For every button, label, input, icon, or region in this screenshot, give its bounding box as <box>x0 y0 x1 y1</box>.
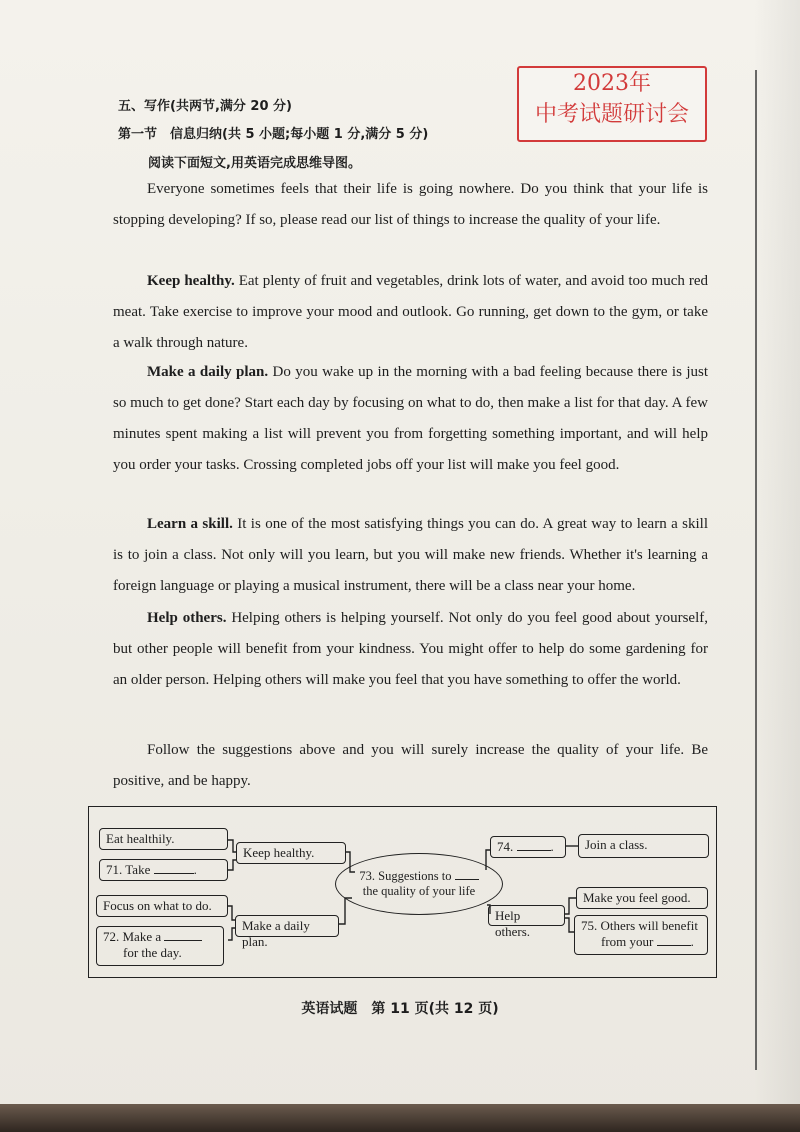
box-q74: 74. . <box>490 836 566 858</box>
label-q72: 72. Make a <box>103 929 162 944</box>
label-center-line2: the quality of your life <box>362 884 476 898</box>
connector-take-keep <box>228 860 236 870</box>
label-q75: 75. Others will benefit <box>581 918 698 933</box>
connector-help-feel <box>565 898 576 914</box>
text-daily-plan: Do you wake up in the morning with a bad feeling because there is just so much to get done? Start each day by focusing on what to do, then make a list for that day. A few minutes spent making a list will prevent you from forgetting something important, and will help you order your tasks. Crossing completed jobs off your list will make you feel good. <box>113 364 708 473</box>
box-q72 <box>96 926 224 966</box>
box-keep-healthy <box>236 842 346 864</box>
label-center-num: 73. <box>359 869 376 883</box>
box-eat-healthily <box>99 828 228 850</box>
blank-72[interactable] <box>164 940 202 941</box>
label-q75-line2: from your <box>601 934 654 949</box>
connector-make-plan <box>228 928 235 940</box>
text-help-others: Helping others is helping yourself. Not only do you feel good about yourself, but other people will benefit from your kindness. You might offer to help do some gardening for an older person. Helping others will make you feel that you have something to offer the world. <box>113 610 708 688</box>
heading-help-others: Help others. <box>147 610 227 626</box>
connector-focus-plan <box>228 906 235 920</box>
label-feel-good: Make you feel good. <box>583 890 691 905</box>
section-title: 五、写作(共两节,满分 20 分) <box>118 99 292 114</box>
box-daily-plan <box>235 915 339 949</box>
stamp-org: 中考试题研讨会 <box>534 102 689 127</box>
instruction: 阅读下面短文,用英语完成思维导图。 <box>148 156 361 171</box>
connector-help-benefit <box>565 918 574 932</box>
label-q71: 71. Take <box>106 862 151 877</box>
center-ellipse <box>335 853 503 915</box>
box-join-class <box>578 834 709 858</box>
box-feel-good <box>576 887 708 909</box>
box-q75: 75. Others will benefit from your . <box>574 915 708 955</box>
label-keep-healthy: Keep healthy. <box>243 845 315 860</box>
stamp-year: 2023年 <box>573 71 651 96</box>
label-help-others: Help others. <box>495 908 531 939</box>
blank-73[interactable] <box>455 879 479 880</box>
heading-learn-skill: Learn a skill. <box>147 516 233 532</box>
label-center-line1: Suggestions to <box>378 869 452 883</box>
box-focus <box>96 895 228 917</box>
blank-75[interactable] <box>657 945 691 946</box>
page-footer: 英语试题 第 11 页(共 12 页) <box>301 1001 499 1017</box>
label-join-class: Join a class. <box>585 837 648 852</box>
label-q72-line2: for the day. <box>123 945 182 960</box>
text-keep-healthy: Eat plenty of fruit and vegetables, drink lots of water, and avoid too much red meat. Take exercise to improve your mood and outlook. Go running, get down to the gym, or take a walk through nature. <box>113 273 708 351</box>
box-help-others <box>488 905 565 939</box>
label-eat-healthily: Eat healthily. <box>106 831 175 846</box>
section-subtitle: 第一节 信息归纳(共 5 小题;每小题 1 分,满分 5 分) <box>118 127 429 142</box>
connector-eat-keep <box>228 840 236 852</box>
box-q71: 71. Take . <box>99 859 228 881</box>
heading-keep-healthy: Keep healthy. <box>147 273 235 289</box>
passage-intro: Everyone sometimes feels that their life is going nowhere. Do you think that your life is stopping developing? If so, please read our list of things to increase the quality of your life. <box>113 181 708 228</box>
heading-daily-plan: Make a daily plan. <box>147 364 269 380</box>
text-learn-skill: It is one of the most satisfying things you can do. A great way to learn a skill is to join a class. Not only will you learn, but you will make new friends. Whether it's learning a foreign language or playing a musical instrument, there will be a class near your home. <box>113 516 708 594</box>
blank-71[interactable] <box>154 873 194 874</box>
label-focus: Focus on what to do. <box>103 898 212 913</box>
label-q74: 74. <box>497 839 514 854</box>
blank-74[interactable] <box>517 850 551 851</box>
passage-closing: Follow the suggestions above and you will surely increase the quality of your life. Be positive, and be happy. <box>113 742 708 789</box>
label-daily-plan: Make a daily plan. <box>242 918 310 949</box>
